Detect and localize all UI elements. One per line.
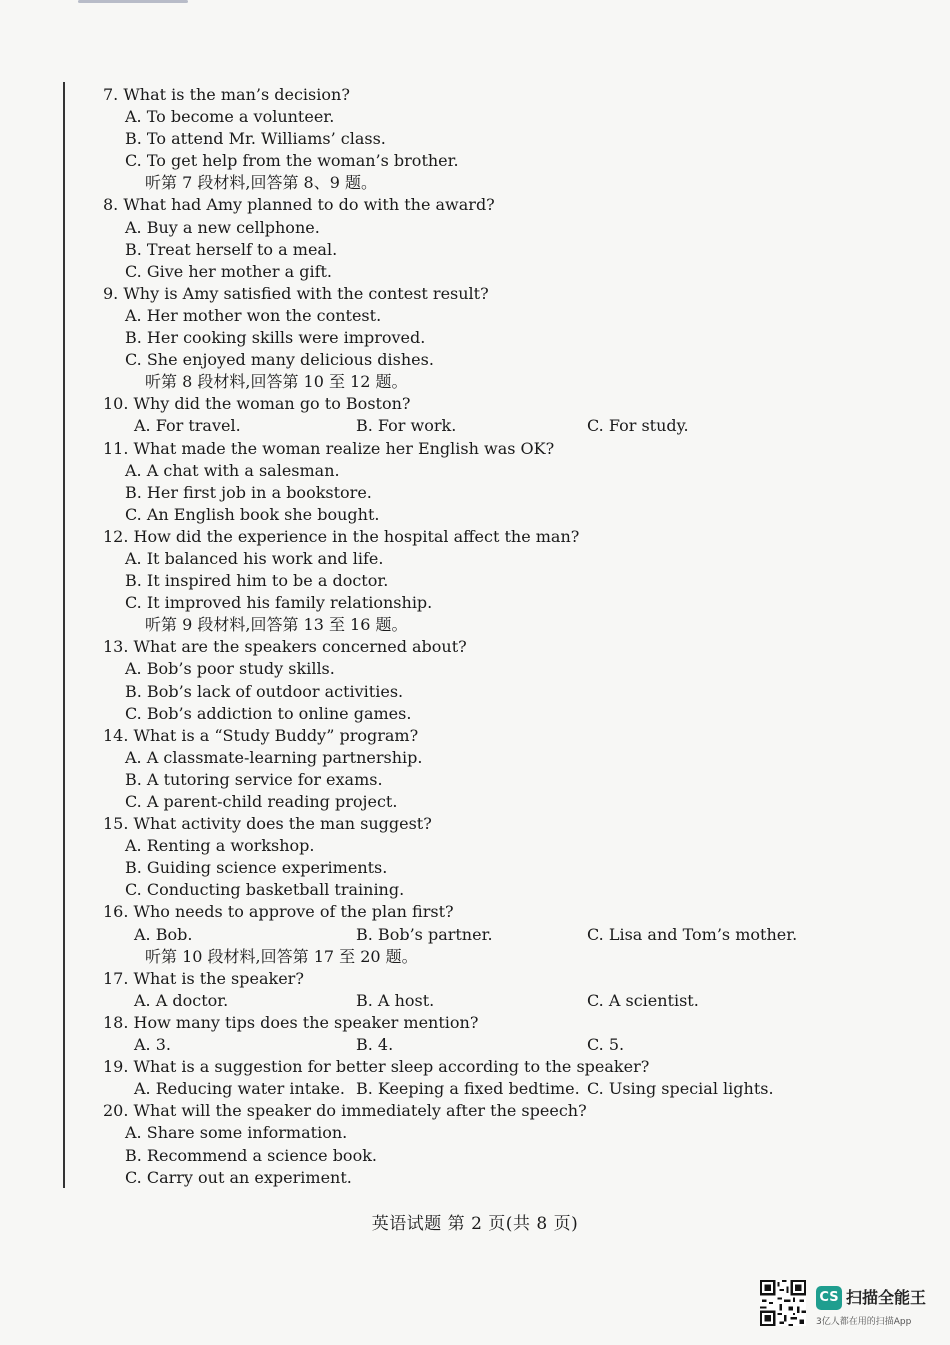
question-stem: 15. What activity does the man suggest?: [103, 814, 432, 834]
question-stem: 13. What are the speakers concerned about?: [103, 637, 467, 657]
answer-option: A. Buy a new cellphone.: [125, 217, 320, 237]
question-stem: 16. Who needs to approve of the plan first?: [103, 902, 454, 922]
answer-option: B. It inspired him to be a doctor.: [125, 571, 389, 591]
answer-option-row: [103, 415, 893, 437]
section-instruction: 听第 9 段材料,回答第 13 至 16 题。: [145, 615, 408, 635]
answer-option: A. Reducing water intake.: [134, 1079, 346, 1099]
question-stem: 20. What will the speaker do immediately after the speech?: [103, 1101, 587, 1121]
page-footer: 英语试题 第 2 页(共 8 页): [371, 1214, 579, 1234]
answer-option: C. A scientist.: [587, 990, 699, 1010]
answer-option: A. A chat with a salesman.: [125, 460, 340, 480]
answer-option: B. To attend Mr. Williams’ class.: [125, 129, 386, 149]
answer-option: B. Her cooking skills were improved.: [125, 328, 426, 348]
answer-option: B. Treat herself to a meal.: [125, 239, 338, 259]
answer-option: A. A classmate-learning partnership.: [125, 747, 423, 767]
answer-option: A. Renting a workshop.: [125, 836, 315, 856]
answer-option: B. Bob’s lack of outdoor activities.: [125, 681, 404, 701]
question-stem: 12. How did the experience in the hospital affect the man?: [103, 526, 580, 546]
question-stem: 11. What made the woman realize her English was OK?: [103, 438, 555, 458]
question-list: [103, 84, 893, 1189]
answer-option-row: [103, 1034, 893, 1056]
section-instruction: 听第 8 段材料,回答第 10 至 12 题。: [145, 372, 408, 392]
answer-option: C. A parent-child reading project.: [125, 792, 398, 811]
answer-option: A. Bob.: [134, 924, 193, 944]
answer-option: C. Conducting basketball training.: [125, 880, 405, 900]
answer-option: B. A host.: [356, 990, 435, 1010]
qr-code-icon: [760, 1280, 806, 1326]
question-stem: 18. How many tips does the speaker mention?: [103, 1012, 479, 1032]
answer-option: A. It balanced his work and life.: [125, 548, 384, 568]
question-stem: 14. What is a “Study Buddy” program?: [103, 725, 419, 745]
answer-option: C. Bob’s addiction to online games.: [125, 703, 412, 723]
answer-option: C. It improved his family relationship.: [125, 593, 433, 613]
question-stem: 7. What is the man’s decision?: [103, 85, 350, 104]
answer-option: B. 4.: [356, 1035, 394, 1055]
binding-margin-line: [63, 82, 65, 1188]
answer-option-row: [103, 990, 893, 1012]
question-stem: 9. Why is Amy satisfied with the contest result?: [103, 283, 489, 303]
answer-option: A. To become a volunteer.: [125, 107, 335, 127]
answer-option: B. Keeping a fixed bedtime.: [356, 1079, 580, 1099]
answer-option: C. To get help from the woman’s brother.: [125, 151, 459, 171]
answer-option: B. Bob’s partner.: [356, 924, 493, 944]
answer-option: C. For study.: [587, 416, 689, 436]
question-stem: 19. What is a suggestion for better sleep according to the speaker?: [103, 1057, 650, 1077]
scanner-watermark: [760, 1280, 940, 1330]
answer-option-row: [103, 924, 893, 946]
question-stem: 8. What had Amy planned to do with the award?: [103, 195, 495, 215]
scanner-app-name: 扫描全能王: [846, 1288, 927, 1307]
answer-option: A. Her mother won the contest.: [125, 305, 382, 325]
answer-option: C. Using special lights.: [587, 1079, 774, 1099]
answer-option: C. Lisa and Tom’s mother.: [587, 924, 798, 944]
answer-option: B. A tutoring service for exams.: [125, 769, 383, 789]
answer-option: A. Share some information.: [125, 1123, 348, 1143]
answer-option: B. Her first job in a bookstore.: [125, 482, 372, 502]
scan-edge-mark: [78, 0, 188, 3]
question-stem: 10. Why did the woman go to Boston?: [103, 394, 411, 414]
answer-option: B. Recommend a science book.: [125, 1145, 377, 1165]
answer-option: C. An English book she bought.: [125, 504, 380, 524]
answer-option: B. For work.: [356, 416, 457, 436]
answer-option: C. Give her mother a gift.: [125, 261, 333, 281]
question-stem: 17. What is the speaker?: [103, 968, 304, 988]
answer-option: B. Guiding science experiments.: [125, 858, 388, 878]
answer-option: A. 3.: [134, 1035, 171, 1055]
scanner-logo-icon: CS: [816, 1286, 842, 1310]
answer-option: A. Bob’s poor study skills.: [125, 659, 335, 679]
answer-option: C. Carry out an experiment.: [125, 1167, 352, 1187]
section-instruction: 听第 7 段材料,回答第 8、9 题。: [145, 173, 377, 193]
answer-option: A. For travel.: [134, 416, 241, 436]
answer-option: C. She enjoyed many delicious dishes.: [125, 350, 434, 370]
scanner-tagline: 3亿人都在用的扫描App: [816, 1317, 912, 1327]
answer-option: A. A doctor.: [134, 990, 229, 1010]
answer-option-row: [103, 1078, 893, 1100]
answer-option: C. 5.: [587, 1035, 625, 1055]
section-instruction: 听第 10 段材料,回答第 17 至 20 题。: [145, 946, 418, 966]
